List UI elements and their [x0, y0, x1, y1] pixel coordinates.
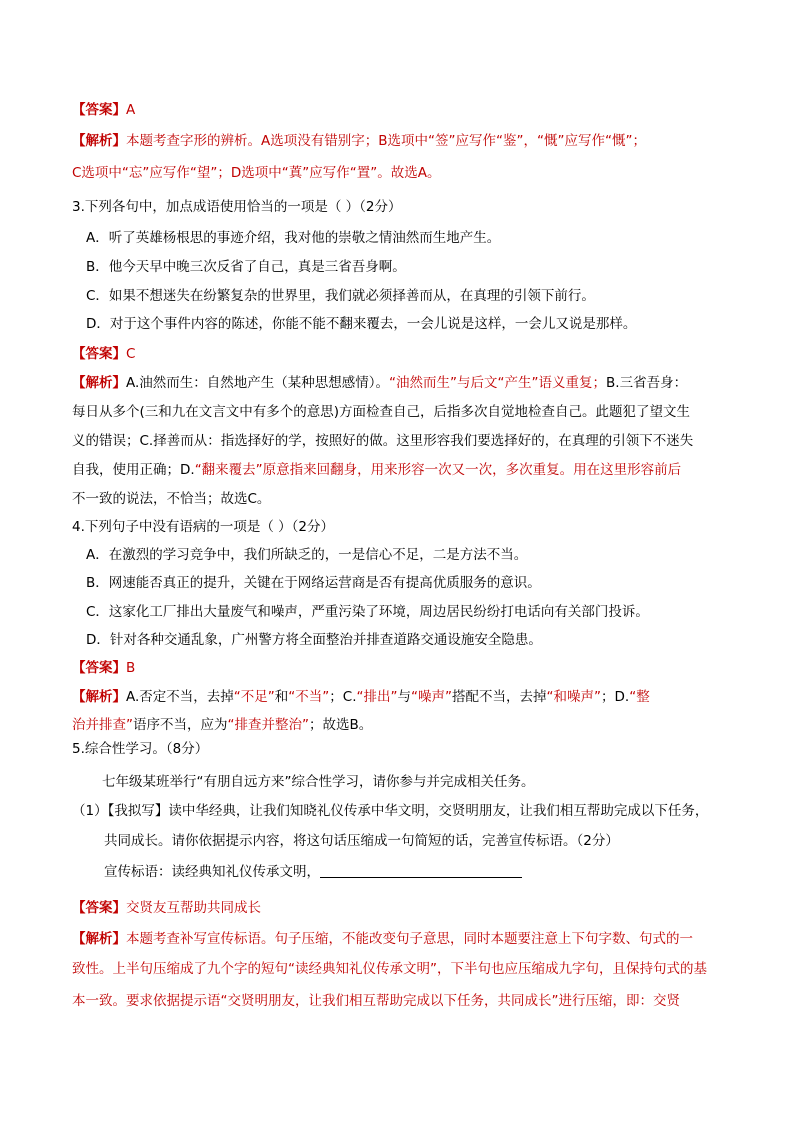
subquestion-tag: 【我拟写】 — [107, 803, 169, 819]
analysis-text: 本题考查字形的辨析。A选项没有错别字；B选项中“签”应写作“鉴”，“慨”应写作“慨”； — [126, 133, 646, 149]
answer-value: A — [126, 102, 136, 118]
analysis-text: ，下半句也应压缩成九字句，且保持句式的基 — [437, 961, 707, 977]
answer-label: 【答案】 — [72, 900, 126, 916]
analysis-text: 搭配不当，去掉 — [452, 689, 547, 705]
analysis-text: 语序不当，应为 — [133, 717, 228, 733]
analysis-text: B.三省吾身： — [606, 375, 688, 391]
subquestion-text: 读中华经典，让我们知晓礼仪传承中华文明，交贤明朋友，让我们相互帮助完成以下任务， — [168, 803, 709, 819]
analysis-line — [72, 716, 372, 734]
analysis-text: “噪声” — [411, 689, 453, 705]
analysis-text: “不当” — [288, 689, 330, 705]
answer-label: 【答案】 — [72, 660, 126, 676]
analysis-text: 不一致的说法，不恰当；故选C。 — [72, 491, 271, 507]
analysis-label: 【解析】 — [72, 375, 126, 391]
analysis-line — [72, 930, 693, 948]
analysis-line — [72, 960, 707, 978]
analysis-line — [72, 688, 650, 706]
analysis-text: 自我，使用正确；D. — [72, 462, 195, 478]
analysis-text: 治并排查” — [72, 717, 133, 733]
analysis-text: ；D. — [601, 689, 630, 705]
analysis-text: ；C. — [329, 689, 357, 705]
question-stem: 3.下列各句中，加点成语使用恰当的一项是（ ）（2分） — [72, 199, 402, 215]
analysis-text: C选项中“忘”应写作“望”；D选项中“蒖”应写作“置”。故选A。 — [72, 165, 441, 181]
subquestion-line — [72, 802, 708, 820]
subquestion-number: （1） — [72, 803, 108, 819]
analysis-line — [72, 461, 681, 479]
analysis-text: 致性。上半句压缩成了九个字的短句 — [72, 961, 288, 977]
option-b: B．网速能否真正的提升，关键在于网络运营商是否有提高优质服务的意识。 — [86, 575, 541, 591]
answer-blank — [320, 863, 522, 878]
option-a: A．在激烈的学习竞争中，我们所缺乏的，一是信心不足，二是方法不当。 — [86, 547, 528, 563]
analysis-text: A.油然而生：自然地产生（某种思想感情）。 — [126, 375, 390, 391]
analysis-text: “和噪声” — [546, 689, 602, 705]
analysis-text: “不足” — [233, 689, 275, 705]
answer-label: 【答案】 — [72, 346, 126, 362]
analysis-text: “读经典知礼仪传承文明” — [288, 961, 437, 977]
answer-line — [72, 345, 135, 363]
option-d: D．针对各种交通乱象，广州警方将全面整治并排查道路交通设施安全隐患。 — [86, 632, 542, 648]
analysis-line — [72, 374, 687, 392]
analysis-text: “整 — [629, 689, 650, 705]
analysis-text: 义的错误；C.择善而从：指选择好的学，按照好的做。这里形容我们要选择好的，在真理的引领下不迷失 — [72, 433, 694, 449]
analysis-text: “排查并整治” — [227, 717, 309, 733]
analysis-line — [72, 132, 646, 150]
analysis-text: 每日从多个(三和九在文言文中有多个的意思)方面检查自己，后指多次自觉地检查自己。此题犯了望文生 — [72, 404, 691, 420]
analysis-label: 【解析】 — [72, 689, 126, 705]
slogan-text: 宣传标语：读经典知礼仪传承文明， — [104, 864, 320, 880]
option-d: D．对于这个事件内容的陈述，你能不能不翻来覆去，一会儿说是这样，一会儿又说是那样。 — [86, 316, 637, 332]
analysis-text: 本题考查补写宣传标语。句子压缩，不能改变句子意思，同时本题要注意上下句字数、句式的一 — [126, 931, 693, 947]
option-a: A．听了英雄杨根思的事迹介绍，我对他的崇敬之情油然而生地产生。 — [86, 230, 501, 246]
answer-value: 交贤友互帮助共同成长 — [126, 900, 261, 916]
analysis-text: 与 — [397, 689, 412, 705]
option-c: C．这家化工厂排出大量废气和噪声，严重污染了环境，周边居民纷纷打电话向有关部门投诉。 — [86, 604, 649, 620]
answer-label: 【答案】 — [72, 102, 126, 118]
question-stem: 4.下列句子中没有语病的一项是（ ）（2分） — [72, 519, 335, 535]
question-stem: 5.综合性学习。（8分） — [72, 741, 209, 757]
question-intro: 七年级某班举行“有朋自远方来”综合性学习，请你参与并完成相关任务。 — [102, 774, 535, 790]
analysis-text: “翻来覆去”原意指来回翻身，用来形容一次又一次，多次重复。用在这里形容前后 — [194, 462, 682, 478]
analysis-label: 【解析】 — [72, 133, 126, 149]
option-c: C．如果不想迷失在纷繁复杂的世界里，我们就必须择善而从，在真理的引领下前行。 — [86, 288, 595, 304]
analysis-text: “油然而生”与后文“产生”语义重复； — [389, 375, 607, 391]
analysis-text: “排出” — [356, 689, 398, 705]
answer-value: B — [126, 660, 136, 676]
option-b: B．他今天早中晚三次反省了自己，真是三省吾身啊。 — [86, 259, 406, 275]
analysis-text: 和 — [274, 689, 289, 705]
slogan-line — [104, 863, 522, 881]
analysis-text: ；故选B。 — [309, 717, 373, 733]
answer-line — [72, 659, 135, 677]
analysis-text: A.否定不当，去掉 — [126, 689, 234, 705]
answer-line — [72, 899, 261, 917]
subquestion-text: 共同成长。请你依据提示内容，将这句话压缩成一句简短的话，完善宣传标语。（2分） — [104, 833, 619, 849]
answer-line — [72, 101, 135, 119]
analysis-label: 【解析】 — [72, 931, 126, 947]
answer-value: C — [126, 346, 136, 362]
analysis-text: 本一致。要求依据提示语“交贤明朋友，让我们相互帮助完成以下任务，共同成长”进行压缩，即：交贤 — [72, 993, 680, 1009]
